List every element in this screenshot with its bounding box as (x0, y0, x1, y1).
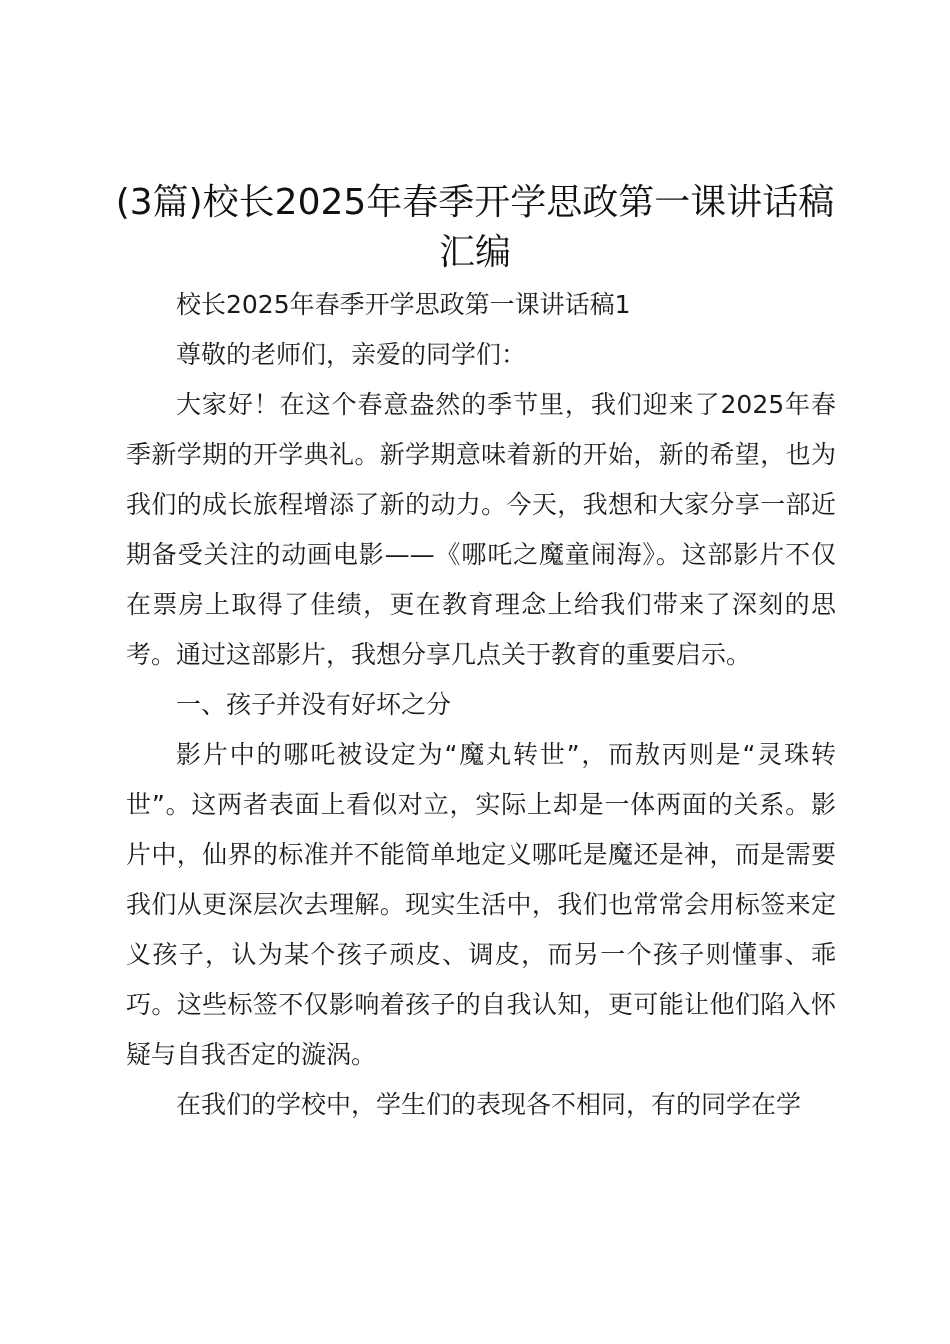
intro-paragraph: 大家好！在这个春意盎然的季节里，我们迎来了2025年春季新学期的开学典礼。新学期意味着新的开始，新的希望，也为我们的成长旅程增添了新的动力。今天，我想和大家分享一部近期备受关注的动画电影——《哪吒之魔童闹海》。这部影片不仅在票房上取得了佳绩，更在教育理念上给我们带来了深刻的思考。通过这部影片，我想分享几点关于教育的重要启示。 (126, 390, 836, 669)
subtitle-paragraph: 校长2025年春季开学思政第一课讲话稿1 (176, 290, 631, 319)
body-paragraph: 影片中的哪吒被设定为“魔丸转世”，而敖丙则是“灵珠转世”。这两者表面上看似对立，实际上却是一体两面的关系。影片中，仙界的标准并不能简单地定义哪吒是魔还是神，而是需要我们从更深层次去理解。现实生活中，我们也常常会用标签来定义孩子，认为某个孩子顽皮、调皮，而另一个孩子则懂事、乖巧。这些标签不仅影响着孩子的自我认知，更可能让他们陷入怀疑与自我否定的漩涡。 (126, 740, 836, 1069)
body-paragraph: 在我们的学校中，学生们的表现各不相同，有的同学在学 (176, 1090, 802, 1119)
document-title: (3篇)校长2025年春季开学思政第一课讲话稿汇编 (115, 182, 835, 273)
document-body (126, 280, 836, 1130)
section-heading: 一、孩子并没有好坏之分 (176, 690, 452, 719)
greeting-paragraph: 尊敬的老师们，亲爱的同学们： (176, 340, 527, 369)
